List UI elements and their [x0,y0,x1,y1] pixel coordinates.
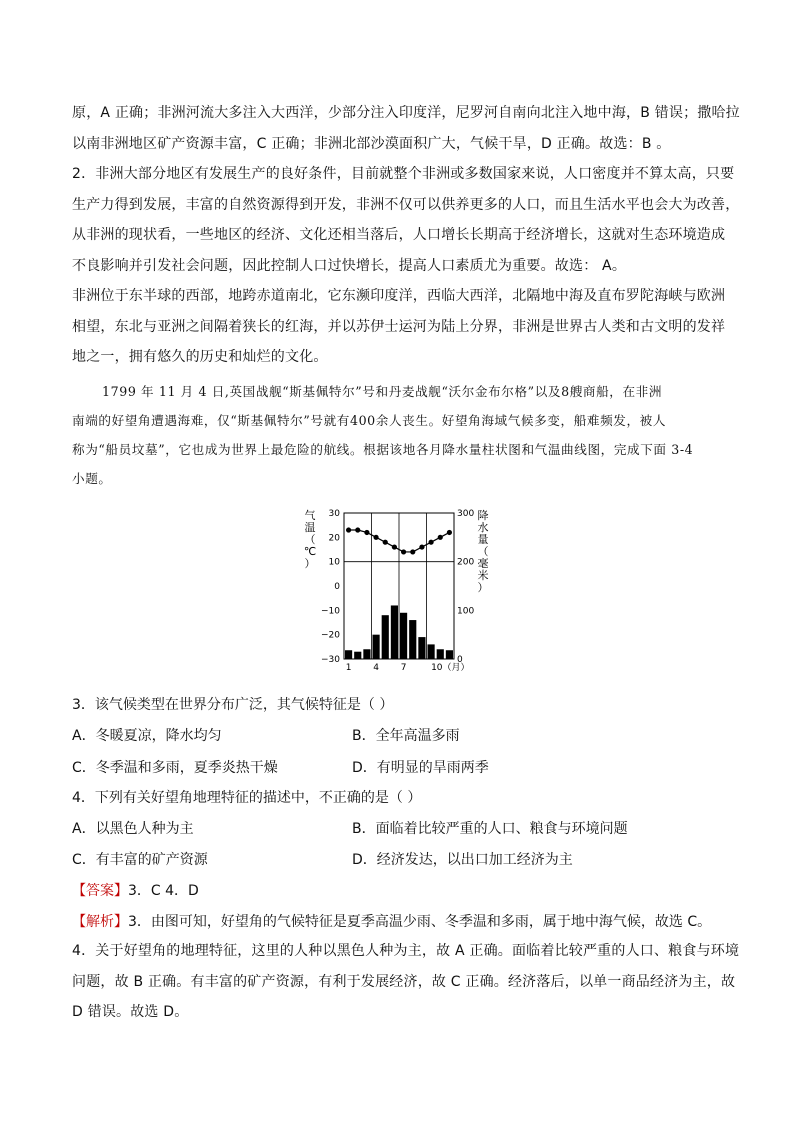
temperature-point [438,535,443,540]
right-axis-label-char: 米 [477,569,489,582]
text-line: 2．非洲大部分地区有发展生产的良好条件，目前就整个非洲或多数国家来说，人口密度并不算太高，只要 [72,166,735,182]
x-tick-label: 10（月） [431,663,470,673]
left-tick-label: 20 [328,533,340,544]
analysis-tag: 【解析】 [72,914,128,930]
q4-option-c[interactable]: C．有丰富的矿产资源 [72,852,208,868]
temperature-point [383,540,388,545]
right-axis-label-char: 毫 [477,557,489,570]
passage-line: 1799 年 11 月 4 日,英国战舰“斯基佩特尔”号和丹麦战舰“沃尔金布尔格”以及8艘商船，在非洲 [102,384,663,399]
text-line: 生产力得到发展，丰富的自然资源得到开发，非洲不仅可以供养更多的人口，而且生活水平也会大为改善， [72,196,740,213]
text-line: 从非洲的现状看，一些地区的经济、文化还相当落后，人口增长长期高于经济增长，这就对生态环境造成 [72,227,726,243]
text-line: 非洲位于东半球的西部，地跨赤道南北，它东濒印度洋，西临大西洋，北隔地中海及直布罗陀海峡与欧洲 [72,288,726,304]
answer-text: 3．C 4．D [128,883,199,899]
text-line: D 错误。故选 D。 [72,1004,189,1020]
left-axis-label-char: ℃ [303,545,317,558]
q3-stem: 3．该气候类型在世界分布广泛，其气候特征是（ ） [72,697,394,713]
temperature-point [447,530,452,535]
left-tick-label: −30 [321,655,340,665]
right-axis-label-char: ） [477,581,489,594]
precipitation-bar [391,605,398,659]
q4-option-d[interactable]: D．经济发达，以出口加工经济为主 [352,852,573,868]
temperature-point [419,544,424,549]
right-tick-label: 0 [457,655,463,665]
temperature-point [392,544,397,549]
temperature-point [373,535,378,540]
left-tick-label: 10 [328,557,340,568]
analysis-text: 3．由图可知，好望角的气候特征是夏季高温少雨、冬季温和多雨，属于地中海气候，故选 C。 [128,914,712,930]
left-tick-label: 30 [328,509,340,519]
q3-option-d[interactable]: D．有明显的旱雨两季 [352,760,489,776]
q4-stem: 4．下列有关好望角地理特征的描述中，不正确的是（ ） [72,790,422,806]
climate-chart [300,505,490,680]
temperature-point [346,527,351,532]
left-tick-label: −20 [321,630,340,641]
analysis-first-line [72,911,711,931]
precipitation-bar [345,650,352,659]
text-line: 原，A 正确；非洲河流大多注入大西洋，少部分注入印度洋，尼罗河自南向北注入地中海，B 错误；撒哈拉 [72,105,740,121]
temperature-point [410,549,415,554]
text-line: 4．关于好望角的地理特征，这里的人种以黑色人种为主，故 A 正确。面临着比较严重的人口、粮食与环境 [72,943,740,959]
temperature-point [364,530,369,535]
precipitation-bar [354,652,361,659]
right-axis-label-char: 降 [477,509,489,522]
explanation-q1 [72,98,740,159]
text-line: 问题，故 B 正确。有丰富的矿产资源，有利于发展经济，故 C 正确。经济落后，以单一商品经济为主，故 [72,973,736,990]
right-tick-label: 300 [457,509,475,519]
left-axis-label-char: ） [304,557,316,570]
x-tick-label: 7 [400,663,407,673]
left-tick-label: 0 [334,582,340,592]
right-axis-label-char: （ [477,545,489,558]
left-axis-label-char: （ [304,533,316,546]
temperature-point [428,540,433,545]
text-line: 地之一，拥有悠久的历史和灿烂的文化。 [72,349,328,365]
precipitation-bar [363,649,370,659]
q3-option-c[interactable]: C．冬季温和多雨，夏季炎热干燥 [72,760,278,776]
reading-passage [72,377,732,493]
precipitation-bar [437,649,444,659]
text-line: 不良影响并引发社会问题，因此控制人口过快增长，提高人口素质尤为重要。故选： A。 [72,257,627,274]
x-tick-label: 1 [345,663,352,673]
q4-option-a[interactable]: A．以黑色人种为主 [72,821,194,837]
precipitation-bar [382,615,389,659]
left-axis-label-char: 温 [304,521,316,534]
left-axis-label-char: 气 [304,509,316,522]
right-axis-label-char: 水 [477,521,489,534]
passage-line: 称为“船员坟墓”，它也成为世界上最危险的航线。根据该地各月降水量柱状图和气温曲线图，完成下面 3-4 [72,442,694,457]
precipitation-bar [409,620,416,659]
temperature-point [355,527,360,532]
precipitation-bar [418,637,425,659]
q4-option-b[interactable]: B．面临着比较严重的人口、粮食与环境问题 [352,821,628,837]
answer-tag: 【答案】 [72,883,128,899]
passage-line: 小题。 [72,471,112,486]
x-tick-label: 4 [373,663,379,673]
analysis-q4 [72,936,740,1028]
explanation-q2 [72,159,740,373]
right-tick-label: 100 [457,606,475,617]
precipitation-bar [373,635,380,659]
right-tick-label: 200 [457,557,475,568]
text-line: 相望，东北与亚洲之间隔着狭长的红海，并以苏伊士运河为陆上分界，非洲是世界古人类和古文明的发祥 [72,318,726,335]
right-axis-label-char: 量 [477,533,489,546]
left-tick-label: −10 [321,606,340,617]
q3-option-a[interactable]: A．冬暖夏凉，降水均匀 [72,728,222,744]
precipitation-bar [400,613,407,659]
text-line: 以南非洲地区矿产资源丰富，C 正确；非洲北部沙漠面积广大，气候干旱，D 正确。故选：B 。 [72,135,671,152]
answer-line [72,880,199,900]
q3-option-b[interactable]: B．全年高温多雨 [352,728,460,744]
precipitation-bar [446,650,453,659]
precipitation-bar [428,644,435,659]
passage-line: 南端的好望角遭遇海难，仅“斯基佩特尔”号就有400余人丧生。好望角海域气候多变，船难频发，被人 [72,413,667,428]
temperature-point [401,549,406,554]
